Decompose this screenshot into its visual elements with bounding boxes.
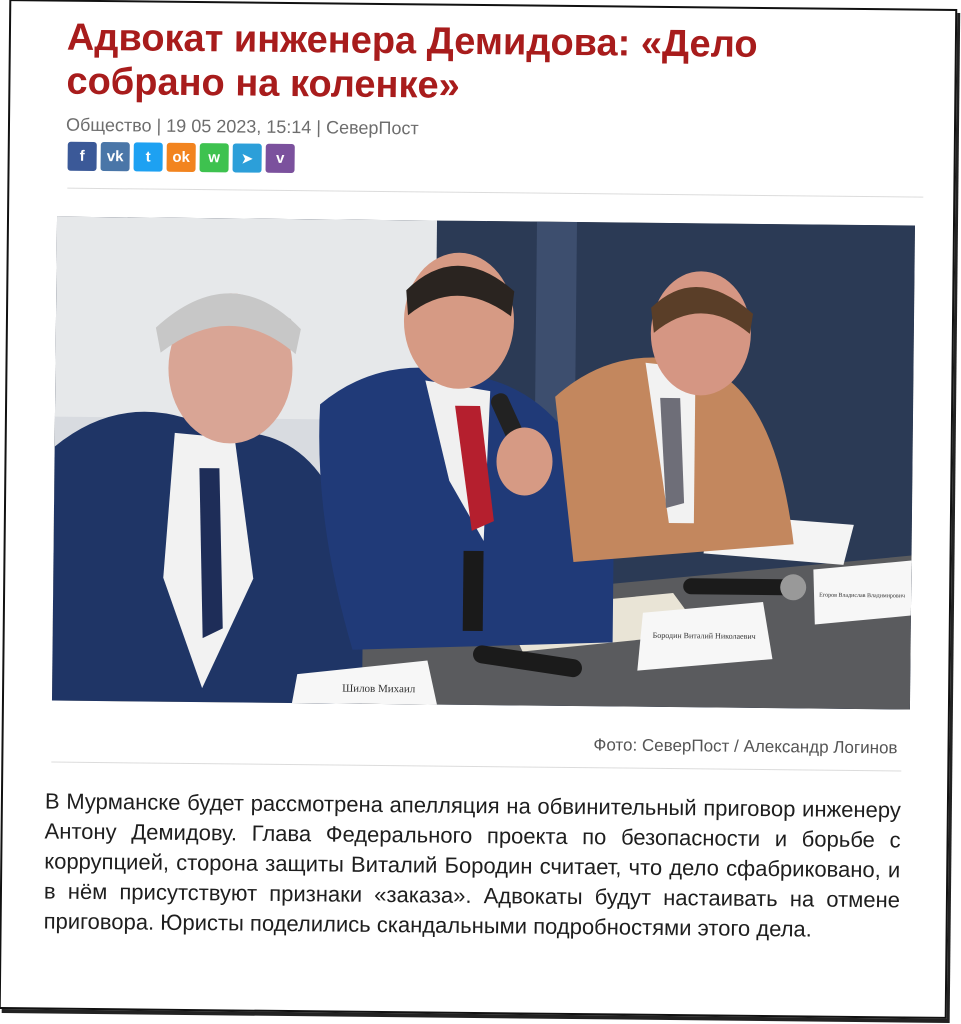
nameplate-center: Бородин Виталий Николаевич [652, 630, 756, 641]
viber-share-button[interactable] [266, 144, 295, 173]
article-date: 19 05 2023, 15:14 [166, 115, 312, 138]
facebook-share-button[interactable] [68, 142, 97, 171]
press-conference-photo [52, 217, 915, 710]
source-link[interactable]: СеверПост [325, 117, 419, 139]
twitter-icon: t [145, 148, 151, 166]
divider [51, 762, 901, 772]
meta-separator: | [316, 117, 322, 138]
divider [67, 188, 923, 198]
nameplate-left: Шилов Михаил [342, 682, 416, 696]
nameplate-right: Егоров Владислав Владимирович [819, 592, 906, 600]
category-link[interactable]: Общество [65, 114, 152, 136]
article-title: Адвокат инженера Демидова: «Дело собрано на коленке» [66, 16, 758, 107]
telegram-share-button[interactable] [233, 143, 262, 172]
share-bar [68, 142, 295, 173]
vk-share-button[interactable] [101, 142, 130, 171]
viber-icon: v [275, 149, 285, 167]
odnoklassniki-share-button[interactable] [167, 143, 196, 172]
whatsapp-share-button[interactable] [200, 143, 229, 172]
facebook-icon: f [79, 147, 85, 165]
article-photo[interactable] [52, 217, 915, 710]
telegram-icon: ➤ [240, 149, 254, 168]
whatsapp-icon: w [208, 149, 221, 167]
article-lead: В Мурманске будет рассмотрена апелляция на обвинительный приговор инженеру Антону Демидову. Глава Федерального проекта по безопасности и борьбе с коррупцией, сторона защиты Виталий Бородин считает, что дело сфабриковано, и в нём присутствуют признаки «заказа». Адвокаты будут настаивать на отмене приговора. Юристы поделились скандальными подробностями этого дела. [43, 788, 902, 942]
vk-icon: vk [106, 148, 124, 166]
twitter-share-button[interactable] [134, 142, 163, 171]
odnoklassniki-icon: ok [172, 148, 191, 166]
photo-caption: Фото: СеверПост / Александр Логинов [593, 735, 898, 758]
article-meta [66, 115, 419, 140]
meta-separator: | [156, 115, 162, 136]
